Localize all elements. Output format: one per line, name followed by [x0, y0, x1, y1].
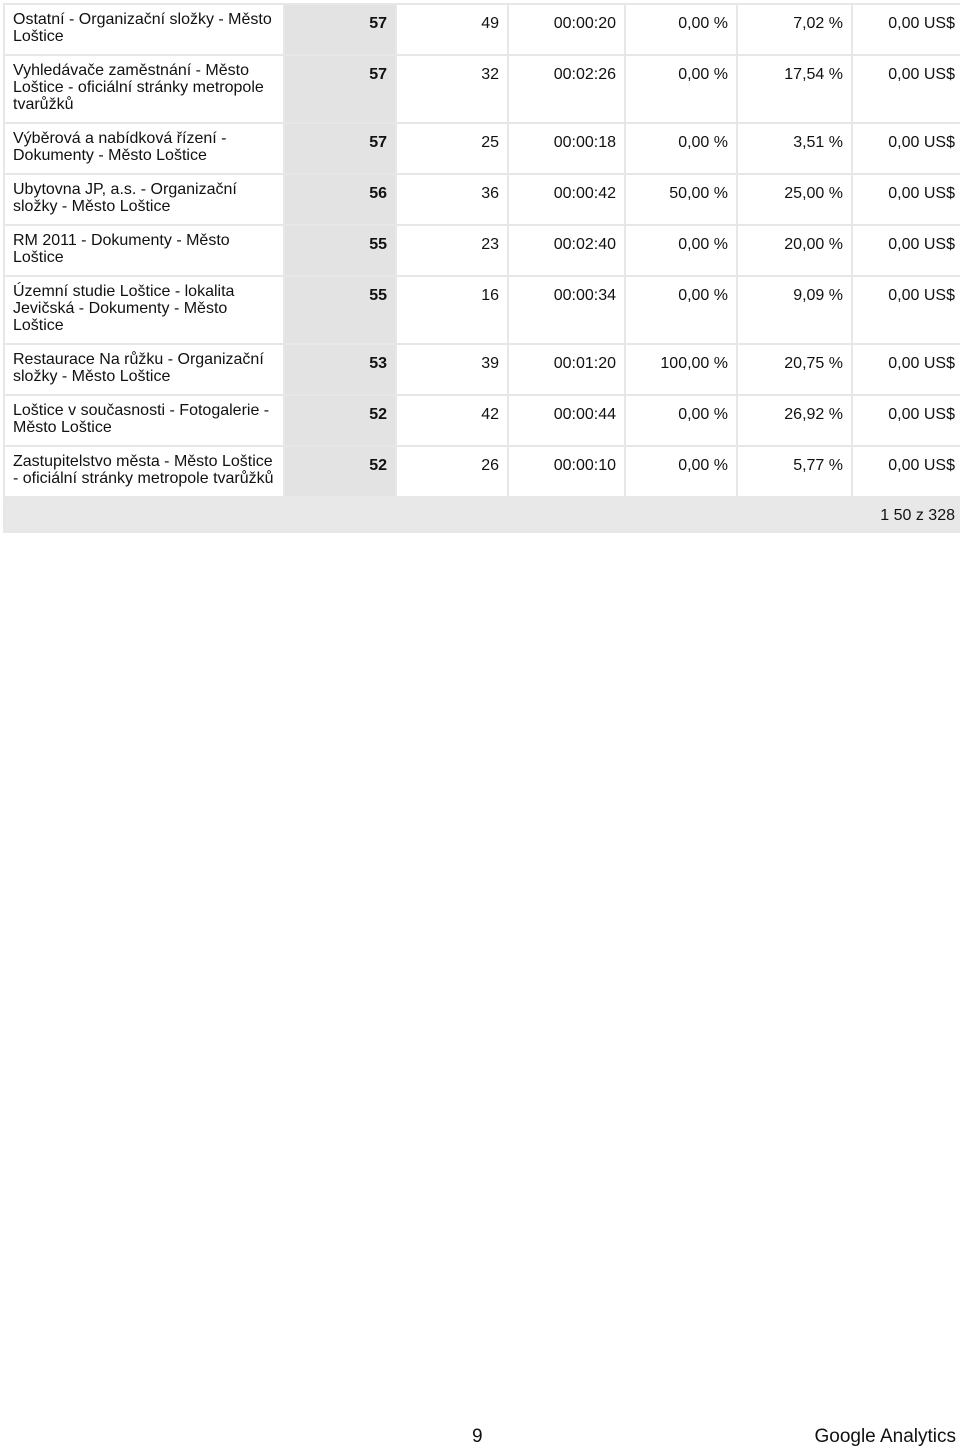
unique-pageviews-cell: 16	[397, 277, 507, 343]
pageviews-cell: 55	[285, 226, 395, 275]
table-row	[5, 56, 960, 122]
unique-pageviews-cell: 32	[397, 56, 507, 122]
page-title-cell: Územní studie Loštice - lokalita Jevičská - Dokumenty - Město Loštice	[5, 277, 283, 343]
table-row	[5, 5, 960, 54]
exit-percent-cell: 20,00 %	[738, 226, 851, 275]
bounce-rate-cell: 0,00 %	[626, 124, 736, 173]
exit-percent-cell: 5,77 %	[738, 447, 851, 496]
pageviews-cell: 57	[285, 124, 395, 173]
avg-time-cell: 00:00:20	[509, 5, 624, 54]
page-value-cell: 0,00 US$	[853, 345, 960, 394]
table-row	[5, 447, 960, 496]
pageviews-cell: 56	[285, 175, 395, 224]
table-row	[5, 226, 960, 275]
pageviews-cell: 52	[285, 396, 395, 445]
page-title-cell: RM 2011 - Dokumenty - Město Loštice	[5, 226, 283, 275]
bounce-rate-cell: 0,00 %	[626, 5, 736, 54]
unique-pageviews-cell: 26	[397, 447, 507, 496]
report-table-body	[5, 5, 960, 531]
bounce-rate-cell: 50,00 %	[626, 175, 736, 224]
unique-pageviews-cell: 39	[397, 345, 507, 394]
avg-time-cell: 00:02:40	[509, 226, 624, 275]
exit-percent-cell: 25,00 %	[738, 175, 851, 224]
bounce-rate-cell: 0,00 %	[626, 396, 736, 445]
bounce-rate-cell: 0,00 %	[626, 277, 736, 343]
unique-pageviews-cell: 36	[397, 175, 507, 224]
bounce-rate-cell: 100,00 %	[626, 345, 736, 394]
avg-time-cell: 00:00:34	[509, 277, 624, 343]
avg-time-cell: 00:00:42	[509, 175, 624, 224]
page-title-cell: Ostatní - Organizační složky - Město Loštice	[5, 5, 283, 54]
analytics-report-table	[3, 3, 960, 533]
unique-pageviews-cell: 25	[397, 124, 507, 173]
unique-pageviews-cell: 42	[397, 396, 507, 445]
page-title-cell: Restaurace Na růžku - Organizační složky - Město Loštice	[5, 345, 283, 394]
footer-brand: Google Analytics	[814, 1426, 956, 1447]
page-title-cell: Ubytovna JP, a.s. - Organizační složky - Město Loštice	[5, 175, 283, 224]
exit-percent-cell: 9,09 %	[738, 277, 851, 343]
pageviews-cell: 57	[285, 5, 395, 54]
bounce-rate-cell: 0,00 %	[626, 226, 736, 275]
table-row	[5, 175, 960, 224]
pageviews-cell: 57	[285, 56, 395, 122]
page-title-cell: Výběrová a nabídková řízení - Dokumenty - Město Loštice	[5, 124, 283, 173]
pageviews-cell: 53	[285, 345, 395, 394]
bounce-rate-cell: 0,00 %	[626, 447, 736, 496]
page-value-cell: 0,00 US$	[853, 5, 960, 54]
exit-percent-cell: 3,51 %	[738, 124, 851, 173]
table-row	[5, 277, 960, 343]
avg-time-cell: 00:00:10	[509, 447, 624, 496]
exit-percent-cell: 7,02 %	[738, 5, 851, 54]
avg-time-cell: 00:01:20	[509, 345, 624, 394]
page-title-cell: Zastupitelstvo města - Město Loštice - oficiální stránky metropole tvarůžků	[5, 447, 283, 496]
pageviews-cell: 55	[285, 277, 395, 343]
pagination-row	[5, 498, 960, 531]
exit-percent-cell: 26,92 %	[738, 396, 851, 445]
unique-pageviews-cell: 49	[397, 5, 507, 54]
pageviews-cell: 52	[285, 447, 395, 496]
table-row	[5, 124, 960, 173]
avg-time-cell: 00:00:44	[509, 396, 624, 445]
pagination-text: 1 50 z 328	[5, 498, 960, 531]
page-value-cell: 0,00 US$	[853, 226, 960, 275]
page-title-cell: Vyhledávače zaměstnání - Město Loštice - oficiální stránky metropole tvarůžků	[5, 56, 283, 122]
page-value-cell: 0,00 US$	[853, 277, 960, 343]
unique-pageviews-cell: 23	[397, 226, 507, 275]
page-value-cell: 0,00 US$	[853, 56, 960, 122]
avg-time-cell: 00:00:18	[509, 124, 624, 173]
table-row	[5, 345, 960, 394]
page-value-cell: 0,00 US$	[853, 124, 960, 173]
exit-percent-cell: 17,54 %	[738, 56, 851, 122]
avg-time-cell: 00:02:26	[509, 56, 624, 122]
bounce-rate-cell: 0,00 %	[626, 56, 736, 122]
page-title-cell: Loštice v současnosti - Fotogalerie - Město Loštice	[5, 396, 283, 445]
page-value-cell: 0,00 US$	[853, 396, 960, 445]
page-value-cell: 0,00 US$	[853, 447, 960, 496]
page-number: 9	[472, 1426, 483, 1447]
table-row	[5, 396, 960, 445]
page-value-cell: 0,00 US$	[853, 175, 960, 224]
exit-percent-cell: 20,75 %	[738, 345, 851, 394]
